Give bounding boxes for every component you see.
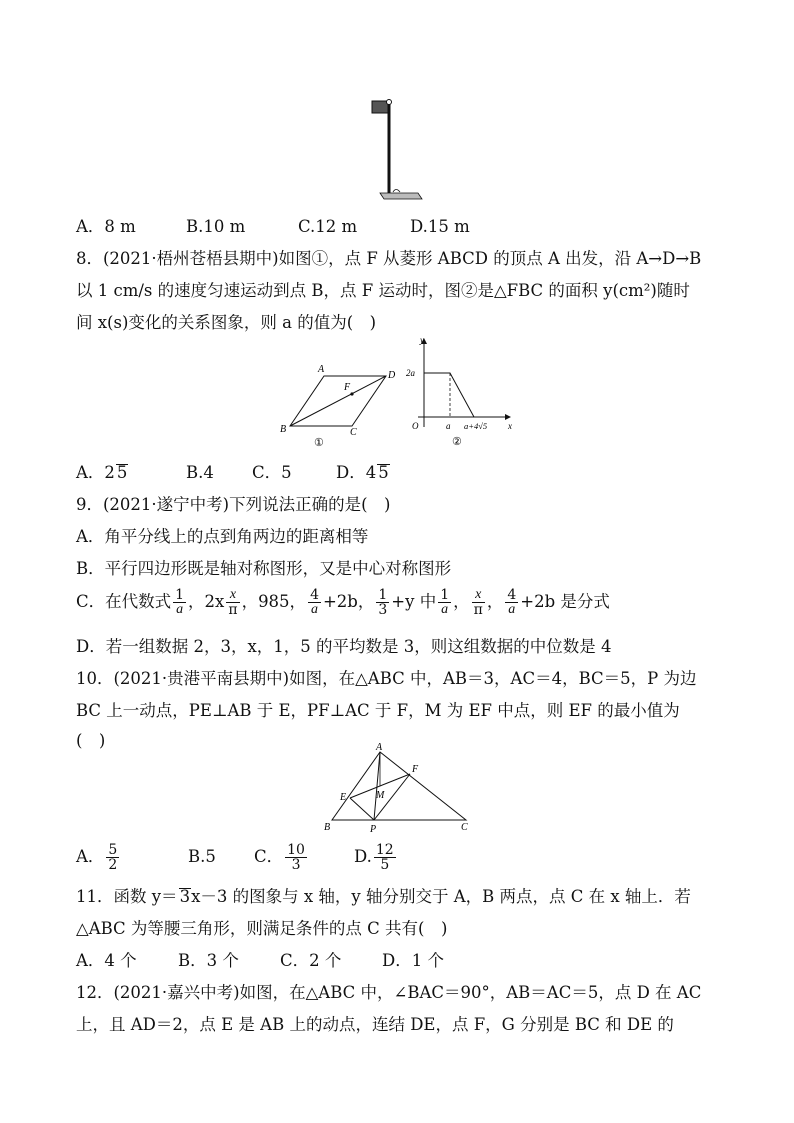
q10-option-b[interactable]: B.5 xyxy=(188,847,216,866)
q10-option-c[interactable]: C． $\frac{10}{3}$ xyxy=(254,842,305,873)
caption-2: ② xyxy=(452,436,462,448)
x-axis-arrow xyxy=(505,414,511,420)
frac-4-a-2: $\frac{4}{a}$ xyxy=(507,587,517,617)
q11-option-d[interactable]: D．1 个 xyxy=(382,951,444,970)
q10-stem-line3: ( ) xyxy=(76,731,106,750)
frac-1-a-2: $\frac{1}{a}$ xyxy=(440,587,450,617)
q10-stem-line2: BC 上一动点，PE⊥AB 于 E，PF⊥AC 于 F，M 为 EF 中点，则 EF 的最小值为 xyxy=(76,701,680,720)
q10-option-d[interactable]: D. $\frac{12}{5}$ xyxy=(354,842,394,873)
q10-figure-triangle xyxy=(318,742,478,834)
q9-option-c[interactable]: C．在代数式 $\frac{1}{a}$ ，2x $\frac{x}{\pi}$ ，985， $\frac{4}{a}$ +2b， $\frac{1}{3}$ +y 中 $\frac{1}{a}$ ， $\frac{x}{\pi}$ ， $\frac{4}{a}$ +2b 是分式 xyxy=(76,587,610,618)
q7-option-b[interactable]: B.10 m xyxy=(186,217,246,236)
label-o: O xyxy=(412,421,419,431)
label-2a: 2a xyxy=(406,368,415,378)
q7-option-c[interactable]: C.12 m xyxy=(298,217,358,236)
q11-stem-line1: 11．函数 y＝ 3x－3 的图象与 x 轴，y 轴分别交于 A，B 两点，点 C 在 x 轴上．若 xyxy=(76,887,691,906)
q7-option-d[interactable]: D.15 m xyxy=(410,217,470,236)
label-a: A xyxy=(376,742,383,753)
label-p: P xyxy=(370,824,377,834)
q8-figure-graph xyxy=(398,335,523,450)
frac-x-pi: $\frac{x}{\pi}$ xyxy=(228,587,238,618)
frac-x-pi-2: $\frac{x}{\pi}$ xyxy=(473,587,483,618)
q11-option-c[interactable]: C．2 个 xyxy=(280,951,342,970)
q10-options xyxy=(76,840,398,874)
q8-figure-rhombus xyxy=(276,360,406,450)
frac-1-3: $\frac{1}{3}$ xyxy=(378,587,388,618)
q11-option-b[interactable]: B．3 个 xyxy=(178,951,239,970)
triangle-abc xyxy=(332,752,466,820)
q8-option-a[interactable]: A．2 5 xyxy=(76,463,128,482)
q8-option-b[interactable]: B.4 xyxy=(186,463,214,482)
q10-stem-line1: 10．(2021·贵港平南县期中)如图，在△ABC 中，AB＝3，AC＝4，BC＝5，P 为边 xyxy=(76,669,697,688)
pole-top xyxy=(387,100,392,105)
flagpole-figure xyxy=(360,95,440,215)
label-b: B xyxy=(280,424,287,435)
q9-option-d[interactable]: D．若一组数据 2，3，x，1，5 的平均数是 3，则这组数据的中位数是 4 xyxy=(76,637,612,656)
area-graph xyxy=(424,373,474,417)
label-a: A xyxy=(318,364,325,375)
q11-stem-line2: △ABC 为等腰三角形，则满足条件的点 C 共有( ) xyxy=(76,919,448,938)
pole-base xyxy=(380,193,422,199)
label-c: C xyxy=(350,427,357,438)
q12-stem-line1: 12．(2021·嘉兴中考)如图，在△ABC 中，∠BAC＝90°，AB＝AC＝5，点 D 在 AC xyxy=(76,983,702,1002)
caption-1: ① xyxy=(314,437,324,449)
label-e: E xyxy=(340,792,347,803)
q11-option-a[interactable]: A．4 个 xyxy=(76,951,137,970)
label-f: F xyxy=(344,382,351,393)
q8-stem-line2: 以 1 cm/s 的速度匀速运动到点 B，点 F 运动时，图②是△FBC 的面积 y(cm²)随时 xyxy=(76,281,690,300)
diagonal-bd xyxy=(290,376,386,426)
label-a: a xyxy=(446,421,451,431)
label-m: M xyxy=(376,790,385,801)
q8-stem-line1: 8．(2021·梧州苍梧县期中)如图①，点 F 从菱形 ABCD 的顶点 A 出发，沿 A→D→B xyxy=(76,249,702,268)
q12-stem-line2: 上，且 AD＝2，点 E 是 AB 上的动点，连结 DE，点 F，G 分别是 BC 和 DE 的 xyxy=(76,1015,674,1034)
segment-pe xyxy=(350,798,374,820)
q9-option-b[interactable]: B．平行四边形既是轴对称图形，又是中心对称图形 xyxy=(76,559,452,578)
q10-option-a[interactable]: A． $\frac{5}{2}$ xyxy=(76,842,118,873)
q7-option-a[interactable]: A．8 m xyxy=(76,217,136,236)
q8-option-d[interactable]: D．4 5 xyxy=(336,463,389,482)
frac-1-a: $\frac{1}{a}$ xyxy=(175,587,185,617)
q8-options xyxy=(76,462,390,484)
frac-4-a: $\frac{4}{a}$ xyxy=(310,587,319,617)
q8-stem-line3: 间 x(s)变化的关系图象，则 a 的值为( ) xyxy=(76,313,377,332)
q7-options xyxy=(76,216,470,238)
q11-options xyxy=(76,950,444,972)
label-c: C xyxy=(461,822,468,833)
label-x: x xyxy=(508,421,512,431)
label-d: D xyxy=(388,370,396,381)
q9-option-a[interactable]: A．角平分线上的点到角两边的距离相等 xyxy=(76,527,369,546)
point-f xyxy=(350,392,353,395)
label-b: B xyxy=(324,822,331,833)
q8-option-c[interactable]: C．5 xyxy=(252,463,292,482)
q9-stem: 9．(2021·遂宁中考)下列说法正确的是( ) xyxy=(76,495,391,514)
label-a-plus: a+4√5 xyxy=(464,421,488,431)
label-f: F xyxy=(412,764,419,775)
label-y: y xyxy=(420,335,424,345)
rope xyxy=(393,190,400,193)
flag xyxy=(372,101,388,113)
